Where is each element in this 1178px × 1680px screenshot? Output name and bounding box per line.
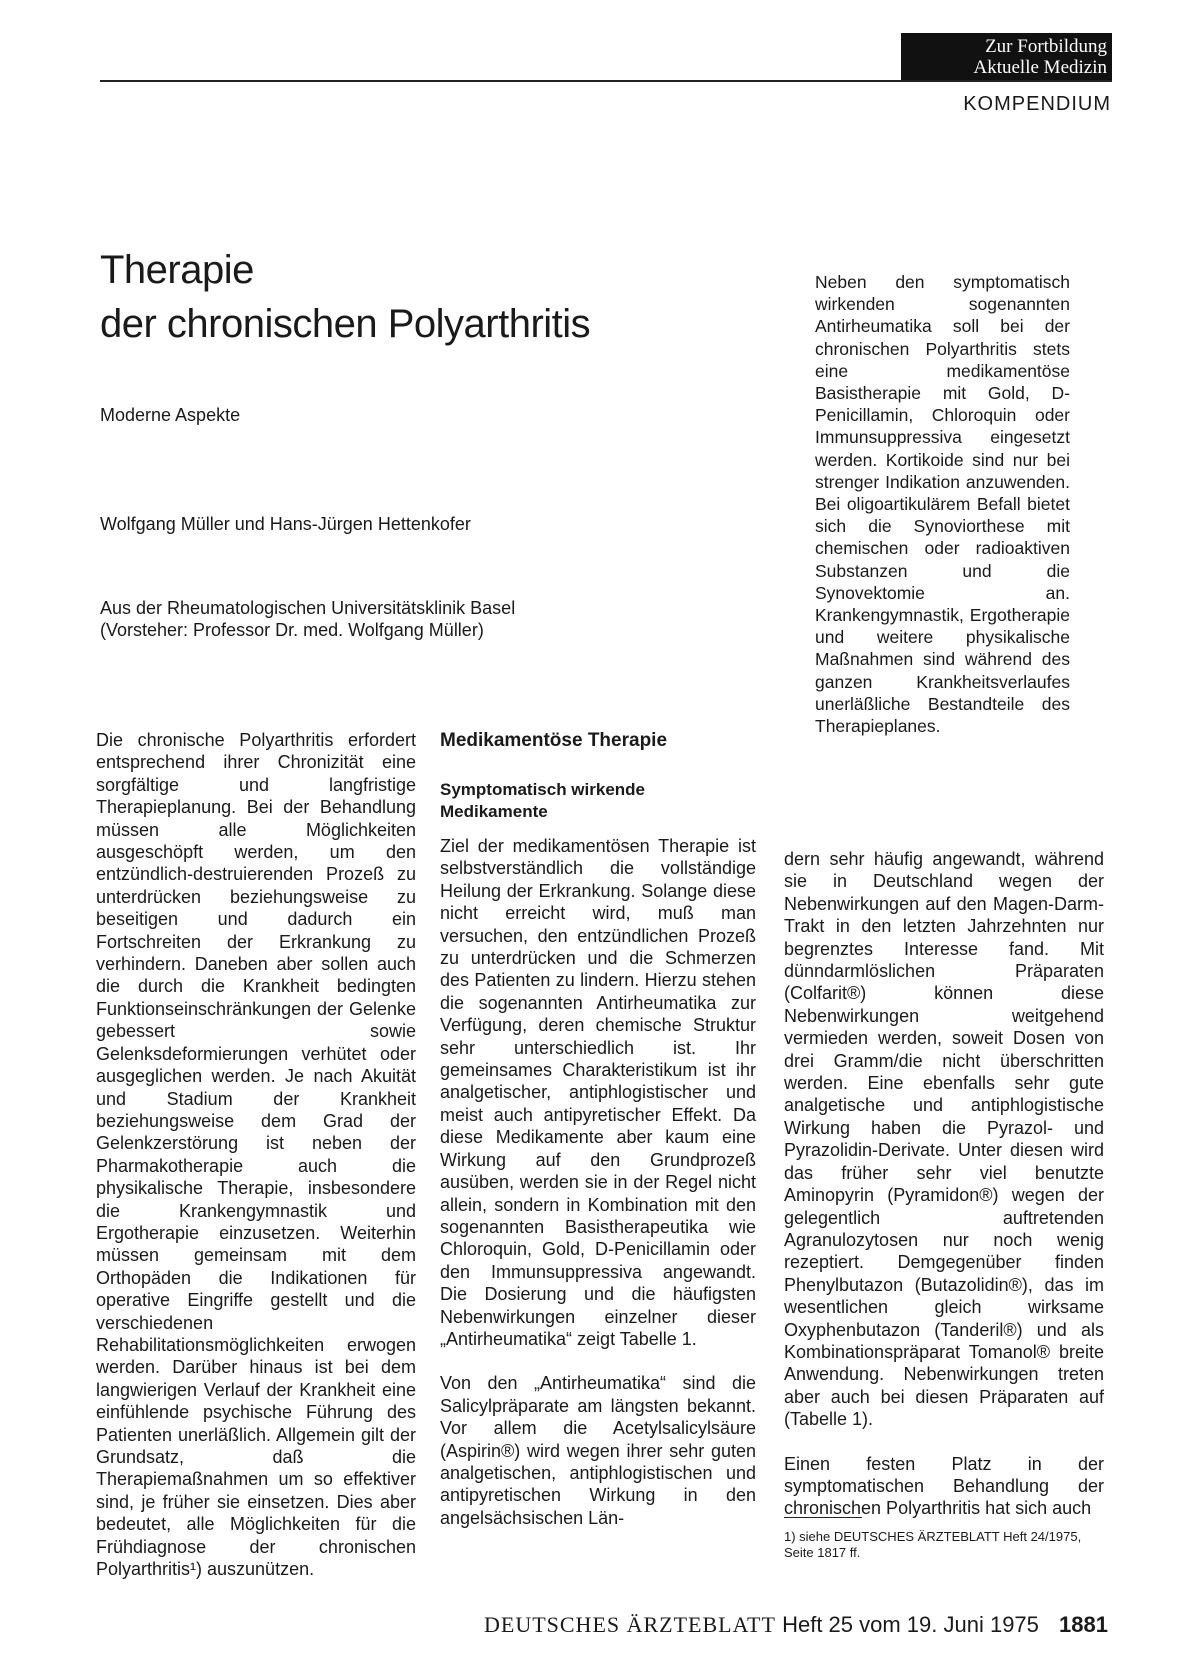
intro-paragraph: Die chronische Polyarthritis erfordert entsprechend ihrer Chronizität eine sorgfältige und langfristige Therapieplanung. Bei der Behandlung müssen alle Möglichkeiten ausgeschöpft werden, um den entzündlich-destruierenden Prozeß zu unterdrücken beziehungsweise zu beseitigen und dadurch ein Fortschreiten der Erkrankung zu verhindern. Daneben aber sollen auch die durch die Krankheit bedingten Funktionseinschränkungen der Gelenke gebessert sowie Gelenksdeformierungen verhütet oder ausgeglichen werden. Je nach Akuität und Stadium der Krankheit beziehungsweise dem Grad der Gelenkzerstörung ist neben der Pharmakotherapie auch die physikalische Therapie, insbesondere die Krankengymnastik und Ergotherapie einzusetzen. Weiterhin müssen gemeinsam mit dem Orthopäden die Indikationen für operative Eingriffe gestellt und die verschiedenen Rehabilitationsmöglichkeiten erwogen werden. Darüber hinaus ist bei dem langwierigen Verlauf der Krankheit eine einfühlende psychische Führung des Patienten unerläßlich. Allgemein gilt der Grundsatz, daß die Therapiemaßnahmen um so effektiver sind, je früher sie einsetzen. Dies aber bedeutet, alle Möglichkeiten für die Frühdiagnose der chronischen Polyarthritis¹) auszunützen.: [96, 730, 416, 1580]
abstract: Neben den symptomatisch wirkenden sogenannten Antirheumatika soll bei der chronischen Polyarthritis stets eine medikamentöse Basistherapie mit Gold, D-Penicillamin, Chloroquin oder Immunsuppressiva eingesetzt werden. Kortikoide sind nur bei strenger Indikation anzuwenden. Bei oligoartikulärem Befall bietet sich die Synoviorthese mit chemischen oder radioaktiven Substanzen und die Synovektomie an. Krankengymnastik, Ergotherapie und weitere physikalische Maßnahmen sind während des ganzen Krankheitsverlaufes unerläßliche Bestandteile des Therapieplanes.: [815, 272, 1070, 737]
column-3: [784, 848, 1104, 1542]
footnote: 1) siehe DEUTSCHES ÄRZTEBLATT Heft 24/1975, Seite 1817 ff.: [784, 1529, 1082, 1560]
column-1: [96, 729, 416, 1602]
affiliation-line-2: (Vorsteher: Professor Dr. med. Wolfgang Müller): [100, 620, 484, 640]
section-label: KOMPENDIUM: [963, 93, 1111, 115]
badge-line-1: Zur Fortbildung: [985, 36, 1107, 57]
affiliation-line-1: Aus der Rheumatologischen Universitätsklinik Basel: [100, 598, 516, 618]
article-authors: Wolfgang Müller und Hans-Jürgen Hettenkofer: [100, 514, 471, 534]
footnote-rule: [784, 1517, 862, 1518]
article-title: [100, 243, 590, 351]
article-affiliation: [100, 597, 515, 641]
section-heading: Medikamentöse Therapie: [440, 730, 668, 751]
subsection-heading: [440, 779, 756, 823]
column-2: [440, 729, 756, 1551]
body-paragraph: dern sehr häufig angewandt, während sie in Deutschland wegen der Nebenwirkungen auf den Magen-Darm-Trakt in den letzten Jahrzehnten nur begrenztes Interesse fand. Mit dünndarmlöslichen Präparaten (Colfarit®) können diese Nebenwirkungen weitgehend vermieden werden, soweit Dosen von drei Gramm/die nicht überschritten werden. Eine ebenfalls sehr gute analgetische und antiphlogistische Wirkung haben die Pyrazol- und Pyrazolidin-Derivate. Unter diesen wird das früher sehr viel benutzte Aminopyrin (Pyramidon®) wegen der gelegentlich auftretenden Agranulozytosen nur noch wenig rezeptiert. Demgegenüber finden Phenylbutazon (Butazolidin®), das im wesentlichen gleich wirksame Oxyphenbutazon (Tanderil®) und als Kombinationspräparat Tomanol® breite Anwendung. Nebenwirkungen treten aber auch bei diesen Präparaten auf (Tabelle 1).: [784, 849, 1104, 1430]
section-badge: [901, 33, 1112, 81]
issue-info: Heft 25 vom 19. Juni 1975: [782, 1612, 1039, 1637]
body-paragraph: Von den „Antirheumatika“ sind die Salicylpräparate am längsten bekannt. Vor allem die Acetylsalicylsäure (Aspirin®) wird wegen ihrer sehr guten analgetischen, antiphlogistischen und antipyretischen Wirkung in den angelsächsischen Län-: [440, 1373, 756, 1528]
page-footer: [484, 1612, 1108, 1638]
header-rule: [100, 80, 1112, 82]
badge-line-2: Aktuelle Medizin: [973, 57, 1107, 78]
page-number: 1881: [1059, 1612, 1108, 1637]
title-line-2: der chronischen Polyarthritis: [100, 302, 591, 346]
title-line-1: Therapie: [100, 248, 254, 292]
body-paragraph: Einen festen Platz in der symptomatischen Behandlung der chronischen Polyarthritis hat sich auch: [784, 1453, 1104, 1519]
subheading-line-1: Symptomatisch wirkende: [440, 780, 646, 799]
body-paragraph: Ziel der medikamentösen Therapie ist selbstverständlich die vollständige Heilung der Erkrankung. Solange diese nicht erreicht wird, muß man versuchen, den entzündlichen Prozeß zu unterdrücken und die Schmerzen des Patienten zu lindern. Hierzu stehen die sogenannten Antirheumatika zur Verfügung, deren chemische Struktur sehr unterschiedlich ist. Ihr gemeinsames Charakteristikum ist ihr analgetischer, antiphlogistischer und meist auch antipyretischer Effekt. Da diese Medikamente aber kaum eine Wirkung auf den Grundprozeß ausüben, werden sie in der Regel nicht allein, sondern in Kombination mit den sogenannten Basistherapeutika wie Chloroquin, Gold, D-Penicillamin oder den Immunsuppressiva angewandt. Die Dosierung und die häufigsten Nebenwirkungen einzelner dieser „Antirheumatika“ zeigt Tabelle 1.: [440, 836, 756, 1349]
subheading-line-2: Medikamente: [440, 802, 548, 821]
article-subtitle: Moderne Aspekte: [100, 405, 241, 425]
journal-name: DEUTSCHES ÄRZTEBLATT: [484, 1612, 776, 1637]
